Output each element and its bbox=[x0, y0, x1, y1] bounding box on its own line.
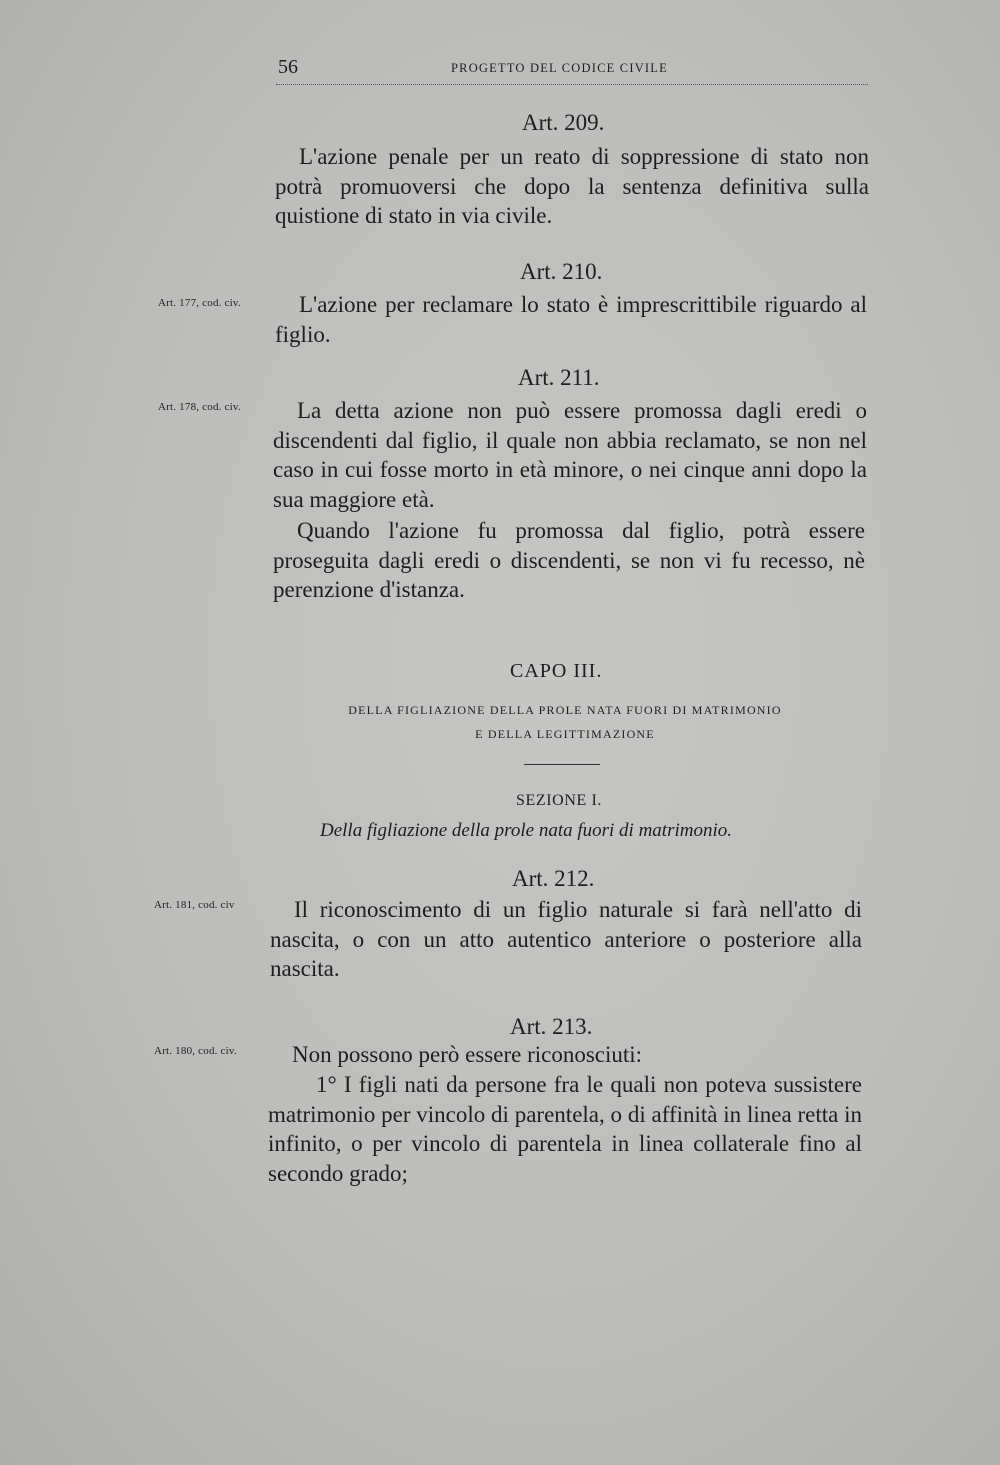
article-212-title: Art. 212. bbox=[512, 866, 595, 891]
article-211-paragraph-1: La detta azione non può essere promossa dagli eredi o discendenti dal figlio, il quale non abbia reclamato, se non nel caso in cui fosse morto in età minore, o nei cinque anni dopo la sua maggiore età. bbox=[273, 398, 867, 512]
page-number: 56 bbox=[278, 56, 298, 78]
margin-note-art-181: Art. 181, cod. civ bbox=[154, 899, 235, 911]
article-209-paragraph: L'azione penale per un reato di soppressione di stato non potrà promuoversi che dopo la sentenza definitiva sulla quistione di stato in via civile. bbox=[275, 144, 869, 228]
section-title: SEZIONE I. bbox=[516, 792, 602, 809]
article-211-title: Art. 211. bbox=[518, 365, 600, 390]
article-213-paragraph-2: 1° I figli nati da persone fra le quali non poteva sussistere matrimonio per vincolo di parentela, o di affinità in linea retta in infinito, o per vincolo di parentela in linea collaterale fino al secondo grado; bbox=[268, 1072, 862, 1186]
article-210-title: Art. 210. bbox=[520, 259, 603, 284]
article-209-title: Art. 209. bbox=[522, 110, 605, 135]
article-213-title: Art. 213. bbox=[510, 1014, 593, 1039]
margin-note-art-178: Art. 178, cod. civ. bbox=[158, 401, 241, 413]
article-210-paragraph: L'azione per reclamare lo stato è imprescrittibile riguardo al figlio. bbox=[275, 292, 867, 347]
running-head: PROGETTO DEL CODICE CIVILE bbox=[451, 61, 668, 75]
margin-note-art-180: Art. 180, cod. civ. bbox=[154, 1045, 237, 1057]
margin-note-art-177: Art. 177, cod. civ. bbox=[158, 297, 241, 309]
section-subtitle: Della figliazione della prole nata fuori di matrimonio. bbox=[320, 820, 733, 841]
chapter-subtitle-line-1: DELLA FIGLIAZIONE DELLA PROLE NATA FUORI DI MATRIMONIO bbox=[348, 703, 782, 717]
chapter-subtitle-line-2: E DELLA LEGITTIMAZIONE bbox=[475, 727, 655, 741]
chapter-title: CAPO III. bbox=[510, 660, 603, 682]
article-213-paragraph-1: Non possono però essere riconosciuti: bbox=[292, 1042, 643, 1067]
article-211-paragraph-2: Quando l'azione fu promossa dal figlio, potrà essere proseguita dagli eredi o discendenti, se non vi fu recesso, nè perenzione d'istanza. bbox=[273, 518, 865, 602]
article-212-paragraph: Il riconoscimento di un figlio naturale si farà nell'atto di nascita, o con un atto autentico anteriore o posteriore alla nascita. bbox=[270, 897, 862, 981]
section-divider bbox=[524, 764, 600, 765]
page-header bbox=[276, 56, 868, 85]
